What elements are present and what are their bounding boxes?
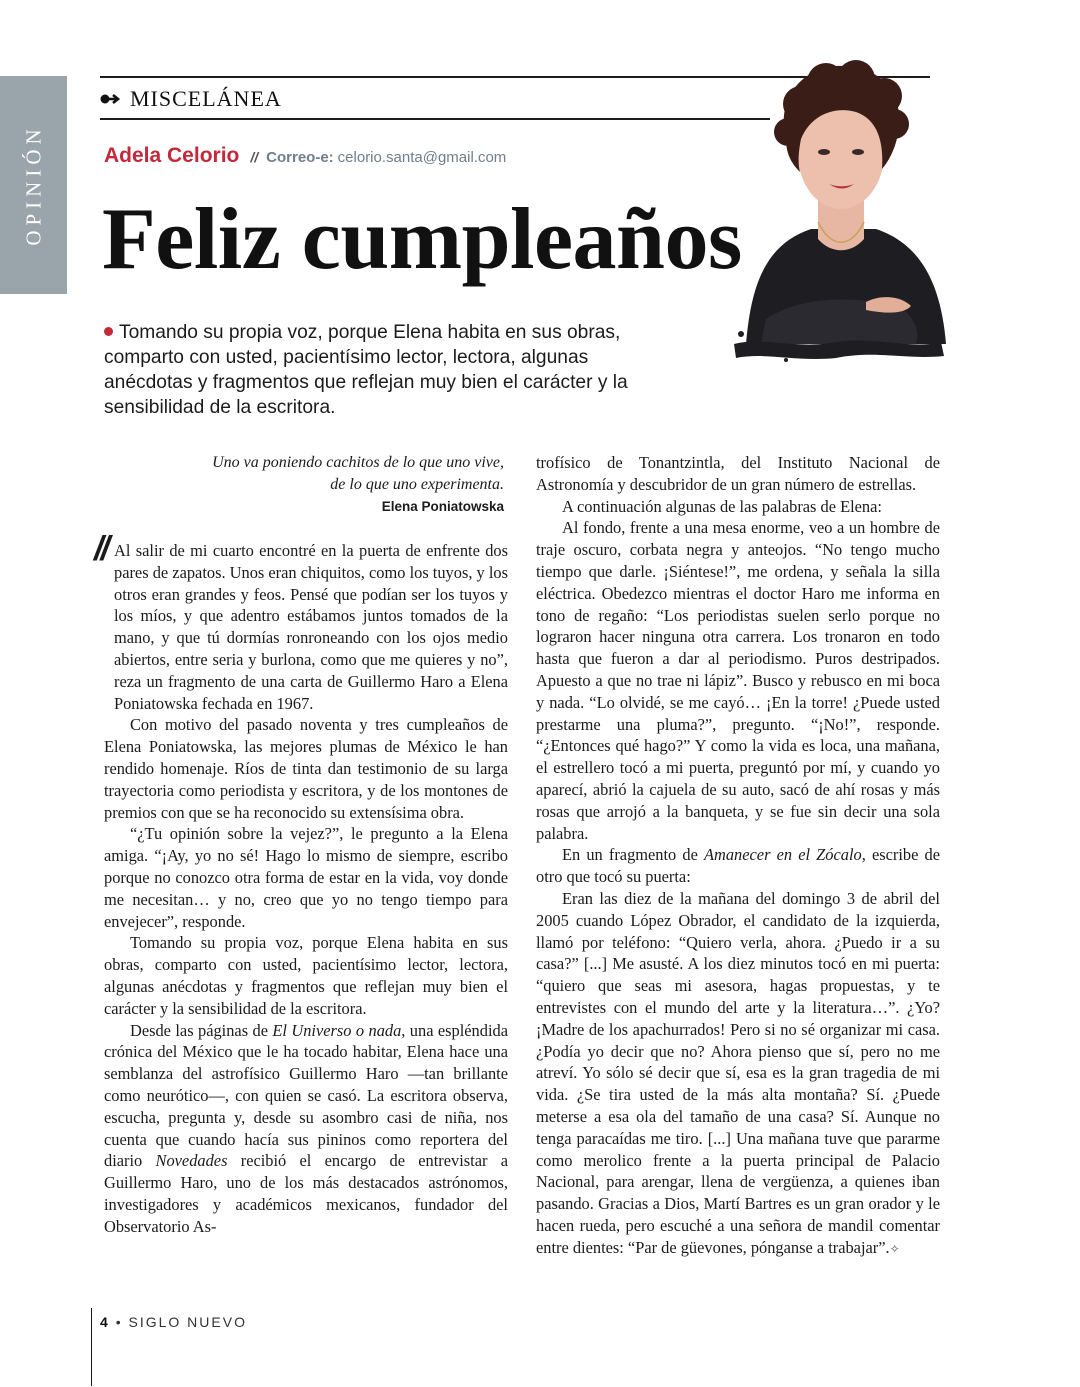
body-paragraph: trofísico de Tonantzintla, del Instituto Nacional de Astronomía y descubridor de un gran número de estrellas. (536, 453, 940, 494)
email-label: Correo-e: (266, 149, 334, 166)
epigraph-author: Elena Poniatowska (381, 499, 504, 514)
byline (104, 144, 506, 168)
text-run: , escribe de otro que tocó su puerta: (536, 845, 940, 887)
article-lead (104, 320, 664, 420)
section-label: MISCELÁNEA (130, 86, 282, 111)
body-paragraph: Con motivo del pasado noventa y tres cumpleaños de Elena Poniatowska, las mejores plumas de México le han rendido homenaje. Ríos de tinta dan testimonio de su larga trayectoria como periodista y escritora, y de los montones de premios con que se ha reconocido su extensísima obra. (104, 715, 508, 822)
author-portrait (726, 44, 950, 362)
footer-rule (91, 1308, 92, 1386)
text-run: En un fragmento de (562, 845, 704, 865)
byline-separator: // (250, 149, 259, 165)
body-paragraph: “¿Tu opinión sobre la vejez?”, le pregunto a la Elena amiga. “¡Ay, yo no sé! Hago lo mismo de siempre, escribo porque no conozco otra forma de estar en la vida, voy donde me necesitan… y no, creo que yo no tengo tiempo para envejecer”, responde. (104, 824, 508, 931)
author-name: Adela Celorio (104, 144, 240, 167)
text-run: Desde las páginas de (130, 1020, 273, 1040)
article-title: Feliz cumpleaños (102, 191, 742, 288)
header-bottom-rule (100, 118, 770, 120)
body-paragraph (104, 1020, 508, 1238)
body-paragraph (536, 888, 940, 1261)
epigraph (104, 452, 504, 514)
book-title: Amanecer en el Zócalo (704, 845, 862, 865)
section-side-tab (0, 76, 67, 294)
epigraph-line-1: Uno va poniendo cachitos de lo que uno vive, (212, 454, 504, 471)
text-run: Eran las diez de la mañana del domingo 3 de abril del 2005 cuando López Obrador, el candidato de la izquierda, llamó por teléfono: “Quiero verla, ahora. ¿Puedo ir a su casa?” [...] Me asusté. A los diez minutos tocó en mi puerta: “quiero que seas mi asesora, hagas propuestas, y te entrevistes con el mundo del arte y la literatura…”. ¿Yo? ¡Madre de los apachurrados! Pero si no sé organizar mi casa. ¿Podía yo decir que no? Ahora pienso que sí, pero no me atreví. Yo sólo sé decir que sí, esa es la gran tragedia de mi vida. ¿Se tira usted de la más alta montaña? Sí. ¿Puede meterse a esa ola del tamaño de una casa? Sí. Aunque no tenga paracaídas me tiro. [...] Una mañana tuve que pararme como merolico frente a la puerta principal de Palacio Nacional, para arengar, llena de vergüenza, a quienes iban pasando. Gracias a Dios, Martí Bartres es un gran orador y le hacen rueda, pero escuché a una señora de mandil comentar entre dientes: “Par de güevones, pónganse a trabajar”. (536, 888, 940, 1257)
side-tab-label: OPINIÓN (21, 124, 45, 246)
body-paragraph: Al fondo, frente a una mesa enorme, veo a un hombre de traje oscuro, corbata negra y anteojos. “No tengo mucho tiempo que darle. ¡Siéntese!”, me ordena, y señala la silla eléctrica. Obedezco mientras el doctor Haro me informa en tono de regaño: “Los periodistas suelen serlo porque no lograron hacer ninguna otra carrera. Los tronaron en todo hasta que fueron a dar al periodismo. Puros destripados. Apuesto a que no trae ni lápiz”. Busco y rebusco en mi boca y nada. “Lo olvidé, se me cayó… ¡En la torre! ¿Puede usted prestarme una pluma?”, pregunto. “¡No!”, responde. “¿Entonces qué hago?” Y como la vida es loca, una mañana, el estrellero tocó a mi puerta, preguntó por mí, y cuando yo aparecí, abrió la cajuela de su auto, sacó de ahí rosas y más rosas que arrojó a la banqueta, y se fue sin decir una sola palabra. (536, 518, 940, 843)
arrow-bullet-icon (100, 92, 122, 106)
body-column-left (104, 540, 508, 1238)
text-run: recibió el encargo de entrevistar a Guillermo Haro, uno de los más destacados astrónomos, investigadores y académicos mexicanos, fundador del Observatorio As- (104, 1151, 508, 1236)
epigraph-line-2: de lo que uno experimenta. (330, 476, 504, 493)
section-header (100, 86, 282, 112)
body-paragraph: A continuación algunas de las palabras de Elena: (562, 496, 882, 516)
page-footer (100, 1314, 247, 1330)
body-paragraph: Tomando su propia voz, porque Elena habita en sus obras, comparto con usted, pacientísimo lector, lectora, algunas anécdotas y fragmentos que reflejan muy bien el carácter y la sensibilidad de la escritora. (104, 933, 508, 1018)
footer-bullet: • (115, 1314, 123, 1330)
opening-quote-icon: // (94, 530, 107, 568)
publication-name: SIGLO NUEVO (128, 1314, 247, 1330)
author-email: celorio.santa@gmail.com (337, 149, 507, 166)
body-paragraph (536, 844, 940, 888)
text-run: , una espléndida crónica del México que le ha tocado habitar, Elena hace una semblanza del astrofísico Guillermo Haro —tan brillante como neurótico—, con quien se casó. La escritora observa, escucha, pregunta y, desde su asombro casi de niña, nos cuenta que cuando hacía sus pininos como reportera del diario (104, 1020, 508, 1171)
book-title: El Universo o nada (272, 1020, 402, 1040)
page-number: 4 (100, 1314, 110, 1330)
lead-text: Tomando su propia voz, porque Elena habita en sus obras, comparto con usted, pacientísimo lector, lectora, algunas anécdotas y fragmentos que reflejan muy bien el carácter y la sensibilidad de la escritora. (104, 322, 628, 418)
newspaper-title: Novedades (155, 1151, 228, 1171)
body-column-right (536, 452, 940, 1260)
end-of-article-icon: ✧ (889, 1241, 900, 1256)
lead-bullet-icon (104, 327, 113, 336)
body-paragraph: Al salir de mi cuarto encontré en la puerta de enfrente dos pares de zapatos. Unos eran chiquitos, como los tuyos, y los otros eran grandes y feos. Pensé que podían ser los tuyos y los míos, y que adentro estábamos juntos tomados de la mano, y que tú dormías ronroneando con los ojos medio abiertos, entre seria y burlona, como que me quieres y no”, reza un fragmento de una carta de Guillermo Haro a Elena Poniatowska fechada en 1967. (114, 541, 508, 713)
